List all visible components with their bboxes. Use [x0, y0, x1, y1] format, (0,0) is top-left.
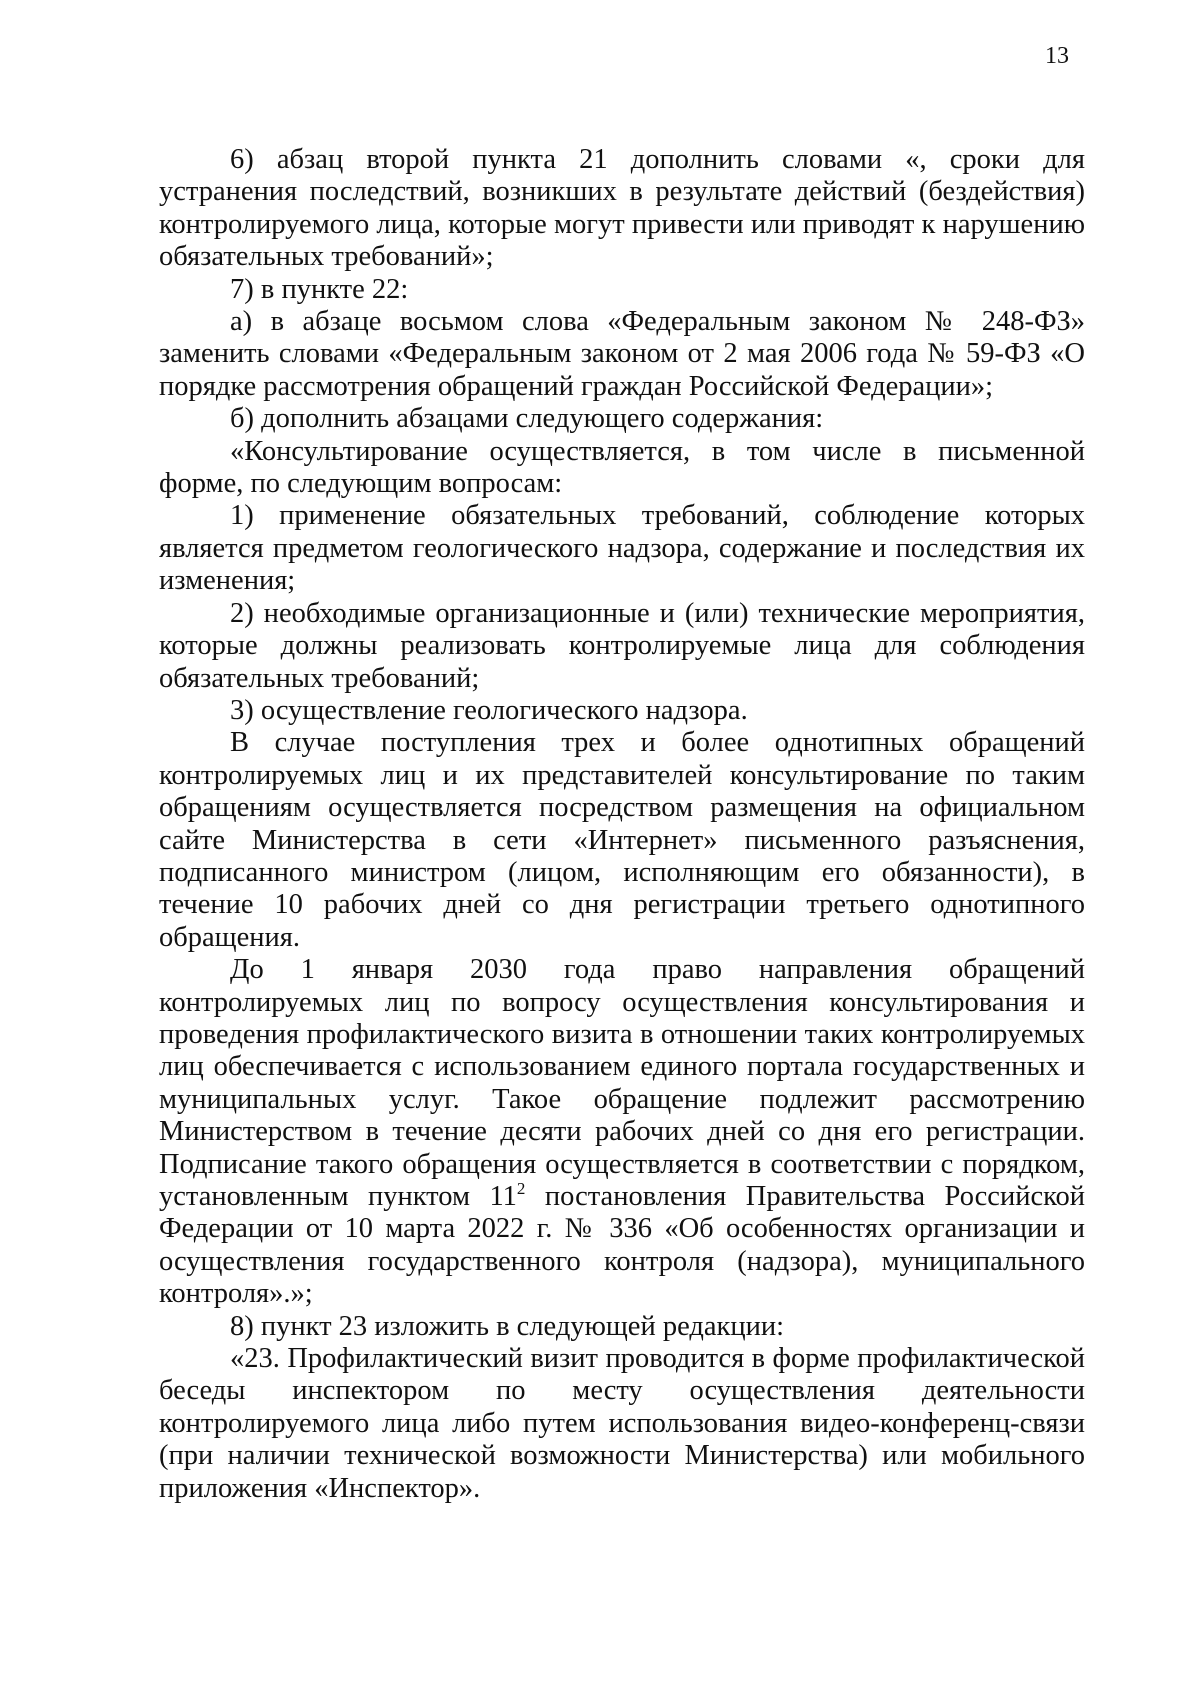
paragraph-similar-requests: В случае поступления трех и более однотипных обращений контролируемых лиц и их представителей консультирование по таким обращениям осуществляется посредством размещения на официальном сайте Министерства в сети «Интернет» письменного разъяснения, подписанного министром (лицом, исполняющим его обязанности), в течение 10 рабочих дней со дня регистрации третьего однотипного обращения.: [159, 727, 1085, 953]
paragraph-until-2030-text-end: постановления Правительства Российской Федерации от 10 марта 2022 г. № 336 «Об особенностях организации и осуществления государственного контроля (надзора), муниципального контроля».»;: [159, 1181, 1086, 1310]
paragraph-until-2030-text: До 1 января 2030 года право направления обращений контролируемых лиц по вопросу осуществления консультирования и проведения профилактического визита в отношении таких контролируемых лиц обеспечивается с использованием единого портала государственных и муниципальных услуг. Такое обращение подлежит рассмотрению Министерством в течение десяти рабочих дней со дня его регистрации. Подписание такого обращения осуществляется в соответствии с порядком, установленным пунктом 11: [159, 954, 1085, 1212]
paragraph-consultation-2: 2) необходимые организационные и (или) технические мероприятия, которые должны реализовать контролируемые лица для соблюдения обязательных требований;: [159, 597, 1085, 694]
paragraph-item-23: «23. Профилактический визит проводится в форме профилактической беседы инспектором по месту осуществления деятельности контролируемого лица либо путем использования видео-конференц-связи (при наличии технической возможности Министерства) или мобильного приложения «Инспектор».: [159, 1343, 1085, 1504]
superscript: 2: [516, 1178, 526, 1198]
paragraph-subitem-a: а) в абзаце восьмом слова «Федеральным законом № 248-ФЗ» заменить словами «Федеральным законом от 2 мая 2006 года № 59-ФЗ «О порядке рассмотрения обращений граждан Российской Федерации»;: [159, 306, 1085, 402]
paragraph-item-7: 7) в пункте 22:: [230, 273, 409, 305]
paragraph-item-8: 8) пункт 23 изложить в следующей редакции:: [230, 1310, 785, 1342]
paragraph-item-6: 6) абзац второй пункта 21 дополнить словами «, сроки для устранения последствий, возникших в результате действий (бездействия) контролируемого лица, которые могут привести или приводят к нарушению обязательных требований»;: [159, 144, 1085, 273]
paragraph-consultation-1: 1) применение обязательных требований, соблюдение которых является предметом геологического надзора, содержание и последствия их изменения;: [159, 500, 1085, 597]
paragraph-consultation-intro: «Консультирование осуществляется, в том числе в письменной форме, по следующим вопросам:: [159, 435, 1085, 500]
document-body: [159, 144, 1085, 1505]
paragraph-until-2030: [159, 954, 1085, 1310]
page-number: 13: [1045, 43, 1069, 69]
paragraph-consultation-3: 3) осуществление геологического надзора.: [230, 694, 748, 726]
paragraph-subitem-b: б) дополнить абзацами следующего содержания:: [230, 403, 824, 435]
